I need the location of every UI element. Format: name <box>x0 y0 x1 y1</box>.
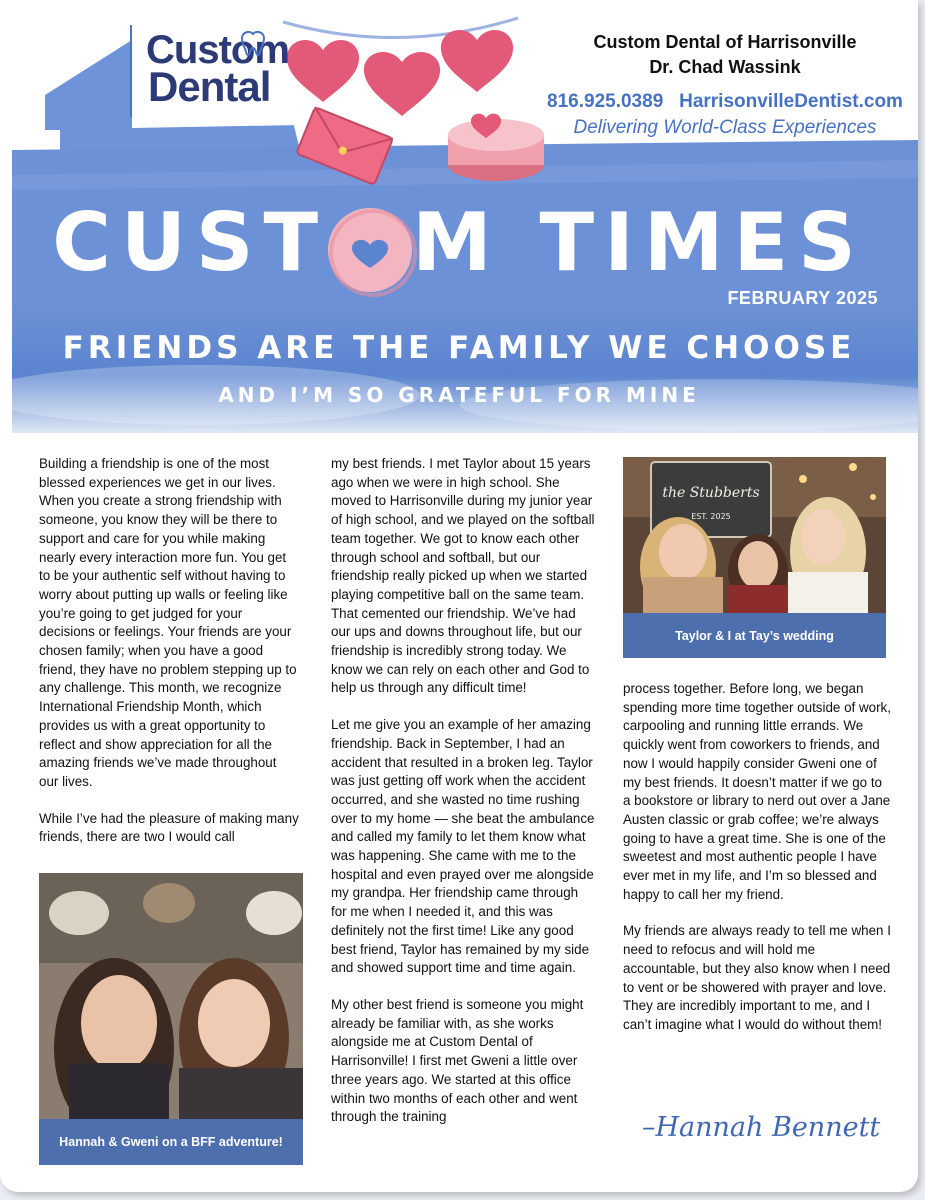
newsletter-title <box>0 196 918 289</box>
article-headline: FRIENDS ARE THE FAMILY WE CHOOSE <box>62 330 856 366</box>
title-part2: M TIMES <box>412 196 866 289</box>
article-column-2 <box>331 455 596 1145</box>
tagline: Delivering World-Class Experiences <box>573 117 877 138</box>
phone-link[interactable]: 816.925.0389 <box>547 91 664 112</box>
paragraph: My other best friend is someone you might already be familiar with, as she works alongside me at Custom Dental of Harrisonville! I first met Gweni a little over three years ago. We started at this office within two months of each other and went through the training <box>331 996 584 1125</box>
tooth-icon <box>236 30 270 60</box>
title-part1: CUST <box>52 196 329 289</box>
paragraph: Building a friendship is one of the most blessed experiences we get in our lives. When you create a strong friendship with someone, you know they will be there to support and care for you while making nearly every interaction more fun. You get to be your authentic self without having to worry about putting up walls or feeling like you’re going to get judged for your decisions or feelings. Your friends are your chosen family; when you have a good friend, they have no problem stepping up to any challenge. This month, we recognize International Friendship Month, which provides us with a great opportunity to reflect and show appreciation for all the amazing friends we’ve made throughout our lives. <box>39 456 297 789</box>
friends-selfie-image <box>39 873 303 1119</box>
paragraph: While I’ve had the pleasure of making many friends, there are two I would call <box>39 810 299 845</box>
paragraph: process together. Before long, we began spending more time together outside of work, carpooling and running little errands. We quickly went from coworkers to friends, and now I would happily consider Gweni one of my best friends. It doesn’t matter if we go to a bookstore or library to nerd out over a Jane Austen classic or grab coffee; we’re always going to have a great time. She is one of the sweetest and most authentic people I have ever met in my life, and I’m so blessed and happy to call her my friend. <box>623 681 891 902</box>
practice-contact <box>515 30 918 141</box>
paragraph: My friends are always ready to tell me when I need to refocus and will hold me accountable, but they also know when I need to vent or be showered with prayer and love. They are incredibly important to me, and I can’t imagine what I would do without them! <box>623 923 891 1032</box>
article-subheadline: AND I’M SO GRATEFUL FOR MINE <box>218 383 700 407</box>
practice-name: Custom Dental of Harrisonville <box>593 32 857 52</box>
sign-subtext: EST. 2025 <box>691 512 731 521</box>
website-link[interactable]: HarrisonvilleDentist.com <box>679 91 903 112</box>
photo-caption: Hannah & Gweni on a BFF adventure! <box>39 1119 303 1165</box>
author-signature: –Hannah Bennett <box>642 1112 881 1143</box>
article-column-1 <box>39 455 299 865</box>
ribbon-fold <box>45 40 132 130</box>
heart-icon <box>441 30 513 92</box>
photo-caption: Taylor & I at Tay’s wedding <box>623 613 886 658</box>
doctor-name: Dr. Chad Wassink <box>649 57 801 77</box>
wedding-photo-image <box>623 457 886 613</box>
logo-text-line2: Dental <box>148 63 271 110</box>
contact-line <box>515 88 918 115</box>
article-column-3 <box>623 680 891 1053</box>
paragraph: my best friends. I met Taylor about 15 years ago when we were in high school. She moved to Harrisonville during my junior year of high school, and we played on the softball team together. We got to know each other through school and softball, but our friendship really picked up when we started playing competitive ball on the same team. That cemented our friendship. We’ve had our ups and downs throughout life, but our friendship is incredibly strong today. We know we can rely on each other and God to help us through any difficult time! <box>331 456 595 696</box>
paragraph: Let me give you an example of her amazing friendship. Back in September, I had an accident that resulted in a broken leg. Taylor was just getting off work when the accident occurred, and she wasted no time rushing over to my home — she beat the ambulance and called my family to let them know what was happening. She came with me to the hospital and even prayed over me alongside my grandpa. Her friendship came through for me when I needed it, and this was definitely not the first time! Like any good best friend, Taylor has remained by my side and showed support time and time again. <box>331 717 595 976</box>
sign-text: the Stubberts <box>662 485 760 501</box>
photo-taylor-wedding <box>623 457 886 613</box>
issue-date: FEBRUARY 2025 <box>727 288 878 308</box>
heart-icon <box>364 52 440 116</box>
logo-text-line1: Custom <box>146 28 289 72</box>
photo-hannah-gweni <box>39 873 303 1119</box>
